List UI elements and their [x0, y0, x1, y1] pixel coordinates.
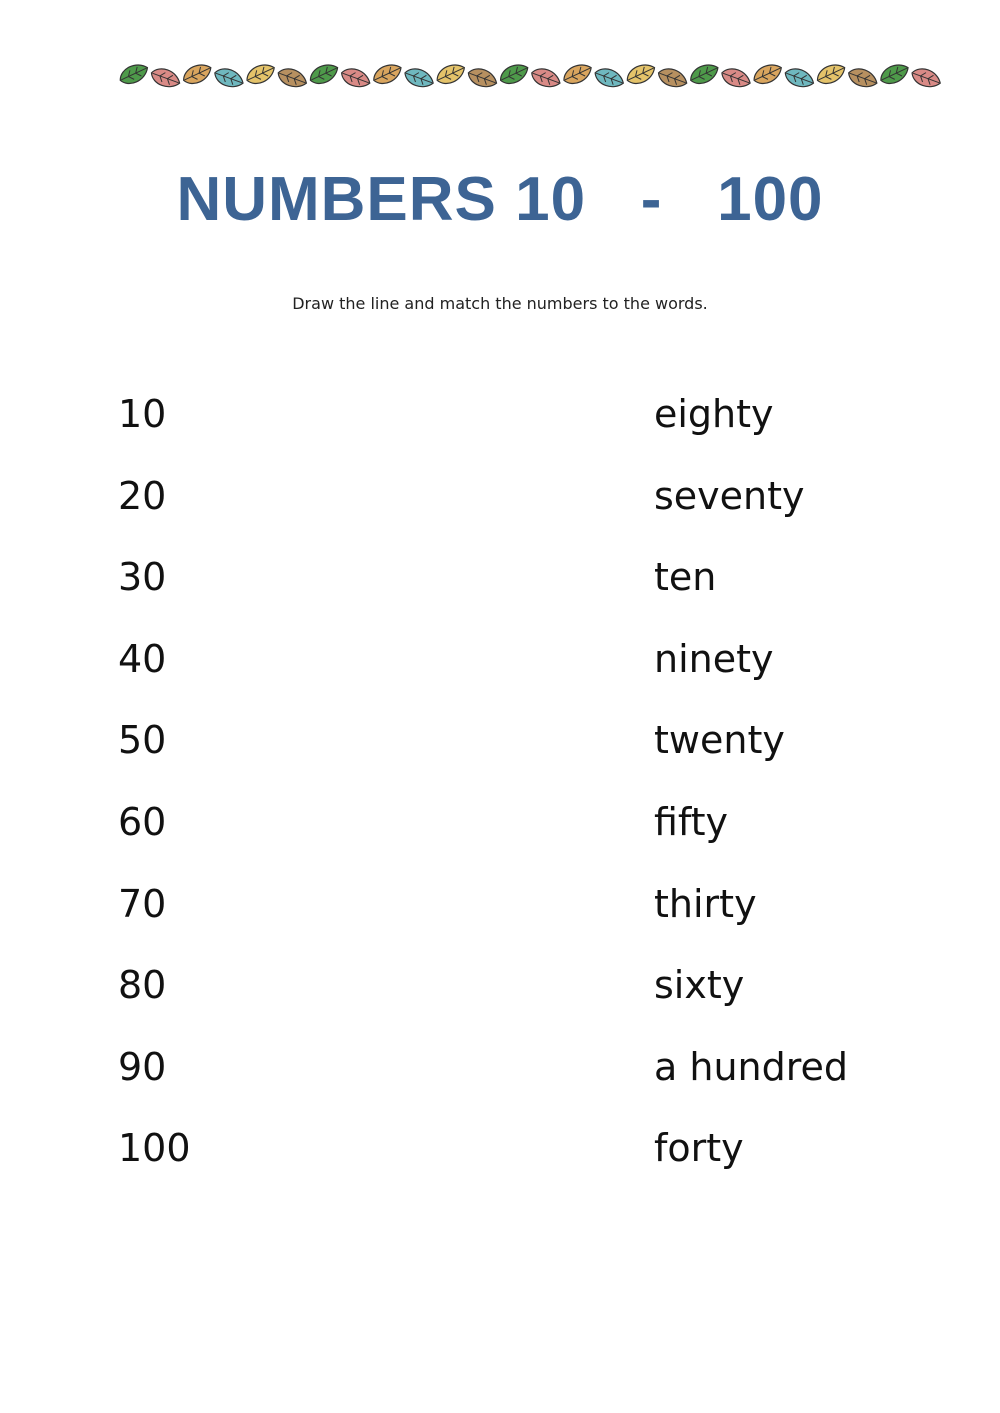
- number-item: 30: [118, 555, 167, 600]
- leaf-icon: [339, 65, 373, 91]
- word-item: sixty: [654, 963, 745, 1008]
- word-item: a hundred: [654, 1044, 849, 1089]
- leaf-icon: [434, 60, 468, 88]
- number-item: 10: [118, 392, 167, 436]
- word-item: twenty: [654, 718, 785, 763]
- leaf-icon: [307, 60, 341, 88]
- word-item: fifty: [654, 799, 729, 844]
- words-column: [654, 386, 984, 1202]
- leaf-icon: [212, 65, 246, 91]
- leaf-icon: [624, 60, 658, 88]
- leaf-icon: [656, 65, 690, 91]
- instruction-text: Draw the line and match the numbers to the words.: [292, 294, 708, 313]
- number-item: 100: [118, 1126, 191, 1171]
- leaf-icon: [877, 60, 911, 88]
- leaf-border-decoration: [118, 58, 942, 94]
- leaf-icon: [592, 65, 626, 91]
- numbers-column: [118, 386, 318, 1202]
- leaf-icon: [118, 60, 151, 88]
- leaf-icon: [529, 65, 563, 91]
- leaf-icon: [275, 65, 309, 91]
- number-item: 60: [118, 799, 167, 844]
- number-item: 50: [118, 718, 167, 763]
- leaf-icon: [466, 65, 500, 91]
- number-item: 20: [118, 473, 167, 518]
- number-item: 70: [118, 881, 167, 926]
- leaf-icon: [370, 60, 404, 88]
- leaf-icon: [909, 65, 942, 91]
- number-item: 80: [118, 963, 167, 1008]
- leaf-garland-icon: [118, 58, 942, 94]
- leaf-icon: [846, 65, 880, 91]
- leaf-icon: [180, 60, 214, 88]
- page-title: NUMBERS 10 - 100: [176, 165, 824, 234]
- leaf-icon: [497, 60, 531, 88]
- leaf-icon: [719, 65, 753, 91]
- word-item: seventy: [654, 473, 805, 518]
- word-item: eighty: [654, 392, 774, 436]
- leaf-icon: [687, 60, 721, 88]
- leaf-icon: [751, 60, 785, 88]
- leaf-icon: [814, 60, 848, 88]
- leaf-icon: [149, 65, 183, 91]
- word-item: ten: [654, 555, 717, 600]
- number-item: 90: [118, 1044, 167, 1089]
- word-item: thirty: [654, 881, 757, 926]
- leaf-icon: [402, 65, 436, 91]
- leaf-icon: [244, 60, 278, 88]
- number-item: 40: [118, 636, 167, 681]
- word-item: forty: [654, 1126, 744, 1171]
- leaf-icon: [782, 65, 816, 91]
- word-item: ninety: [654, 636, 774, 681]
- leaf-icon: [560, 60, 594, 88]
